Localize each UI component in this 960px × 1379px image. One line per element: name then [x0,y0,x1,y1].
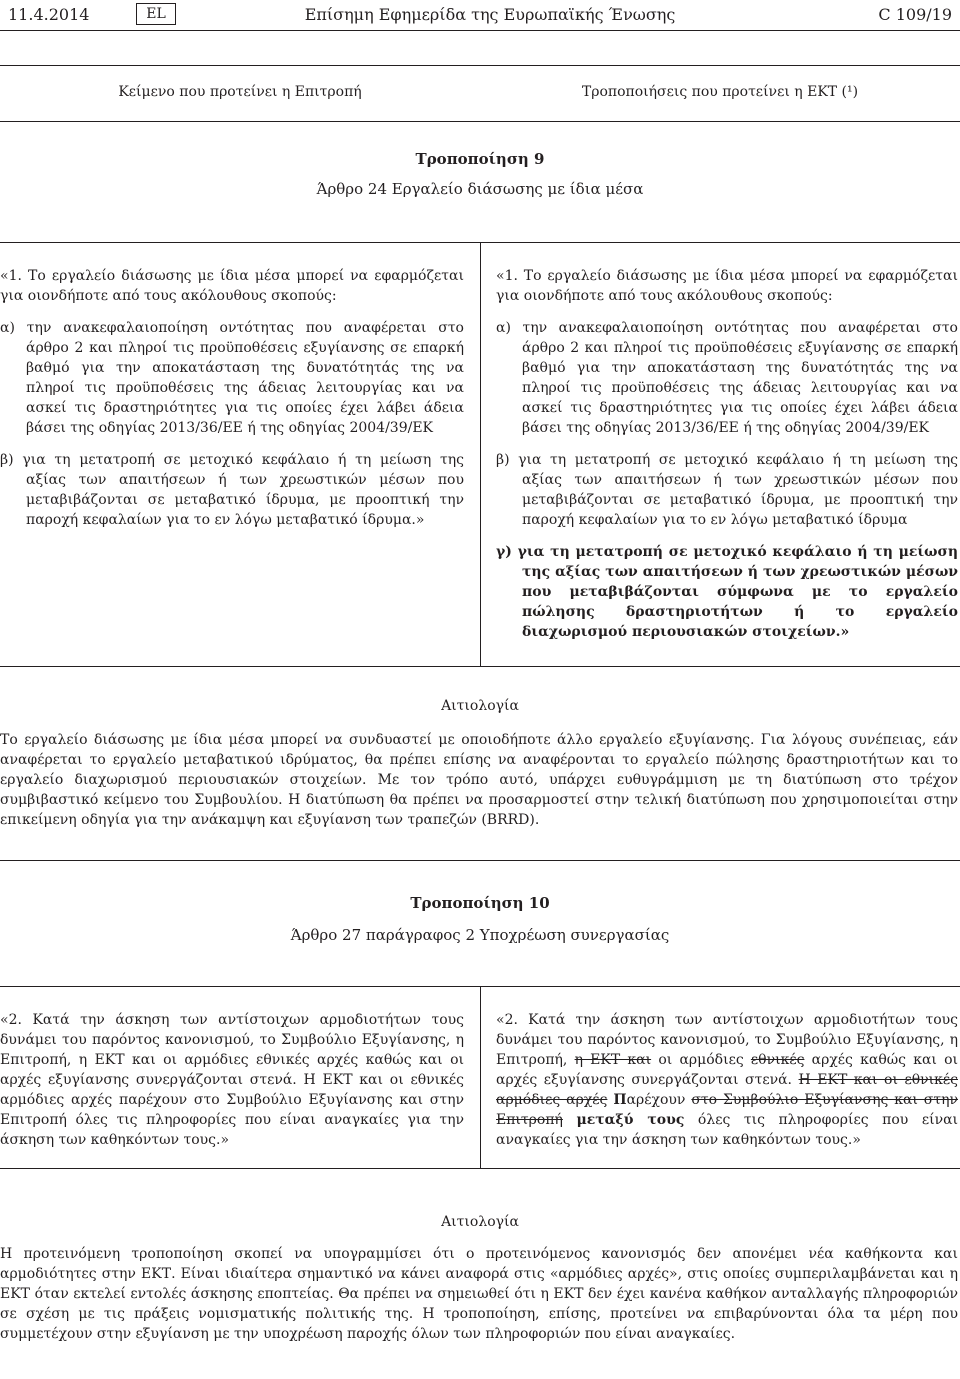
column-header-rule [0,121,960,122]
point-a: α) την ανακεφαλαιοποίηση οντότητας που αναφέρεται στο άρθρο 2 και πληροί τις προϋποθέσεις εξυγίανσης σε επαρκή βαθμό για την αποκατάσταση της δυνατότητάς της να πληροί τις προϋποθέσεις της άδειας λειτουργίας και να ασκεί τις δραστηριότητες για τις οποίες έχει λάβει άδεια βάσει της οδηγίας 2013/36/ΕΕ ή της οδηγίας 2004/39/ΕΚ [0,320,464,436]
text-deleted: στο Συμβούλιο Εξυγίανσης και στην Επιτροπή [496,1092,959,1128]
text-inserted: μεταξύ τους [576,1112,685,1128]
point-a: α) την ανακεφαλαιοποίηση οντότητας που αναφέρεται στο άρθρο 2 και πληροί τις προϋποθέσεις εξυγίανσης σε επαρκή βαθμό για την αποκατάσταση της δυνατότητάς της να πληροί τις προϋποθέσεις της άδειας λειτουργίας και να ασκεί τις δραστηριότητες για τις οποίες έχει λάβει άδεια βάσει της οδηγίας 2013/36/ΕΕ ή της οδηγίας 2004/39/ΕΚ [496,320,958,436]
column-divider [480,986,481,1168]
point-b: β) για τη μετατροπή σε μετοχικό κεφάλαιο ή τη μείωση της αξίας των απαιτήσεων ή των χρεωστικών μέσων που μεταβιβάζονται σε μεταβατικό ίδρυμα, με προοπτική την παροχή κεφαλαίων για το εν λόγω μεταβατικό ίδρυμα.» [0,452,464,528]
amendment-10-ecb-text [496,1010,958,1162]
amendment-9-commission-text [0,266,464,542]
text-unchanged: οι αρμόδιες [658,1052,744,1068]
intro-paragraph: «1. Το εργαλείο διάσωσης με ίδια μέσα μπορεί να εφαρμόζεται για οιονδήποτε από τους ακόλουθους σκοπούς: [496,268,958,304]
amendment-9-subtitle: Άρθρο 24 Εργαλείο διάσωσης με ίδια μέσα [316,180,644,198]
amendment-9-justification-title: Αιτιολογία [441,698,519,714]
column-divider [480,242,481,666]
amendment-10-top-rule [0,860,960,861]
text-inserted: Π [613,1092,627,1108]
amendment-10-justification: Η προτεινόμενη τροποποίηση σκοπεί να υπογραμμίσει ότι ο προτεινόμενος κανονισμός δεν απονέμει νέα καθήκοντα και αρμοδιότητες στην ΕΚΤ. Είναι ιδιαίτερα σημαντικό να κάνει αναφορά στις «αρμόδιες αρχές», στις οποίες συμπεριλαμβάνεται και η ΕΚΤ όταν εκτελεί εντολές άσκησης εποπτείας. Θα πρέπει να σημειωθεί ότι η ΕΚΤ δεν έχει κανένα καθήκον ανταλλαγής πληροφοριών σε σχέση με τις πράξεις νομισματικής πολιτικής της. Η τροποποίηση, επίσης, προτείνει να επιβαρύνονται όλα τα μέρη που συμμετέχουν στην εξυγίανση με την υποχρέωση παροχής όλων των πληροφοριών που είναι αναγκαίες. [0,1246,958,1342]
text-deleted: η ΕΚΤ και [574,1052,652,1068]
text-unchanged: όλες τις πληροφορίες που είναι αναγκαίες για την άσκηση των καθηκόντων τους.» [496,1112,959,1148]
amendment-9-ecb-text [496,266,958,654]
table-top-rule [0,65,960,66]
amendment-10-commission-text [0,1010,464,1162]
journal-title: Επίσημη Εφημερίδα της Ευρωπαϊκής Ένωσης [304,5,676,24]
page-number: C 109/19 [878,5,952,24]
page-header [0,0,960,31]
paragraph-2 [496,1010,958,1150]
text-unchanged: αρέχουν [626,1092,686,1108]
language-badge: EL [136,3,176,25]
amendment-9-bottom-rule [0,666,960,667]
amendment-10-justification-title: Αιτιολογία [441,1214,519,1230]
amendment-9-title: Τροποποίηση 9 [415,150,545,168]
point-b: β) για τη μετατροπή σε μετοχικό κεφάλαιο ή τη μείωση της αξίας των απαιτήσεων ή των χρεωστικών μέσων που μεταβιβάζονται σε μεταβατικό ίδρυμα, με προοπτική την παροχή κεφαλαίων για το εν λόγω μεταβατικό ίδρυμα [496,452,958,528]
column-header-commission: Κείμενο που προτείνει η Επιτροπή [118,84,362,100]
text-deleted: Η ΕΚΤ και οι εθνικές αρμόδιες αρχές [496,1072,958,1108]
amendment-10-subtitle: Άρθρο 27 παράγραφος 2 Υποχρέωση συνεργασίας [290,926,670,944]
publication-date: 11.4.2014 [8,5,90,24]
intro-paragraph: «1. Το εργαλείο διάσωσης με ίδια μέσα μπορεί να εφαρμόζεται για οιονδήποτε από τους ακόλουθους σκοπούς: [0,268,464,304]
text-unchanged: «2. Κατά την άσκηση των αντίστοιχων αρμοδιοτήτων τους δυνάμει του παρόντος κανονισμού, το Συμβούλιο Εξυγίανσης, η Επιτροπή, [496,1012,958,1068]
paragraph-2: «2. Κατά την άσκηση των αντίστοιχων αρμοδιοτήτων τους δυνάμει του παρόντος κανονισμού, το Συμβούλιο Εξυγίανσης, η Επιτροπή, η ΕΚΤ και οι αρμόδιες εθνικές αρχές καθώς και οι αρχές εξυγίανσης συνεργάζονται στενά. Η ΕΚΤ και οι εθνικές αρμόδιες αρχές παρέχουν στο Συμβούλιο Εξυγίανσης και στην Επιτροπή όλες τις πληροφορίες που είναι αναγκαίες για την άσκηση των καθηκόντων τους.» [0,1012,464,1148]
text-unchanged: αρχές καθώς και οι αρχές εξυγίανσης συνεργάζονται στενά. [496,1052,959,1088]
text-deleted: εθνικές [750,1052,805,1068]
amendment-9-justification: Το εργαλείο διάσωσης με ίδια μέσα μπορεί να συνδυαστεί με οποιοδήποτε άλλο εργαλείο εξυγίανσης. Για λόγους συνέπειας, εάν αναφέρεται το εργαλείο μεταβατικού ιδρύματος, θα πρέπει επίσης να αναφέρονται το εργαλείο πώλησης δραστηριοτήτων και το εργαλείο διαχωρισμού περιουσιακών στοιχείων. Με τον τρόπο αυτό, υπάρχει ευθυγράμμιση με τη διατύπωση στο τρέχον συμβιβαστικό κείμενο του Συμβουλίου. Η διατύπωση θα πρέπει να προσαρμοστεί στην τελική διατύπωση που χρησιμοποιείται στην επικείμενη οδηγία για την ανάκαμψη και εξυγίανση των τραπεζών (BRRD). [0,732,958,828]
amendment-10-title: Τροποποίηση 10 [410,894,550,912]
column-header-ecb: Τροποποιήσεις που προτείνει η ΕΚΤ (¹) [581,84,859,100]
point-c-inserted: γ) για τη μετατροπή σε μετοχικό κεφάλαιο ή τη μείωση της αξίας των απαιτήσεων ή των χρεωστικών μέσων που μεταβιβάζονται σύμφωνα με το εργαλείο πώλησης δραστηριοτήτων ή το εργαλείο διαχωρισμού περιουσιακών στοιχείων.» [496,544,958,640]
amendment-10-bottom-rule [0,1168,960,1169]
